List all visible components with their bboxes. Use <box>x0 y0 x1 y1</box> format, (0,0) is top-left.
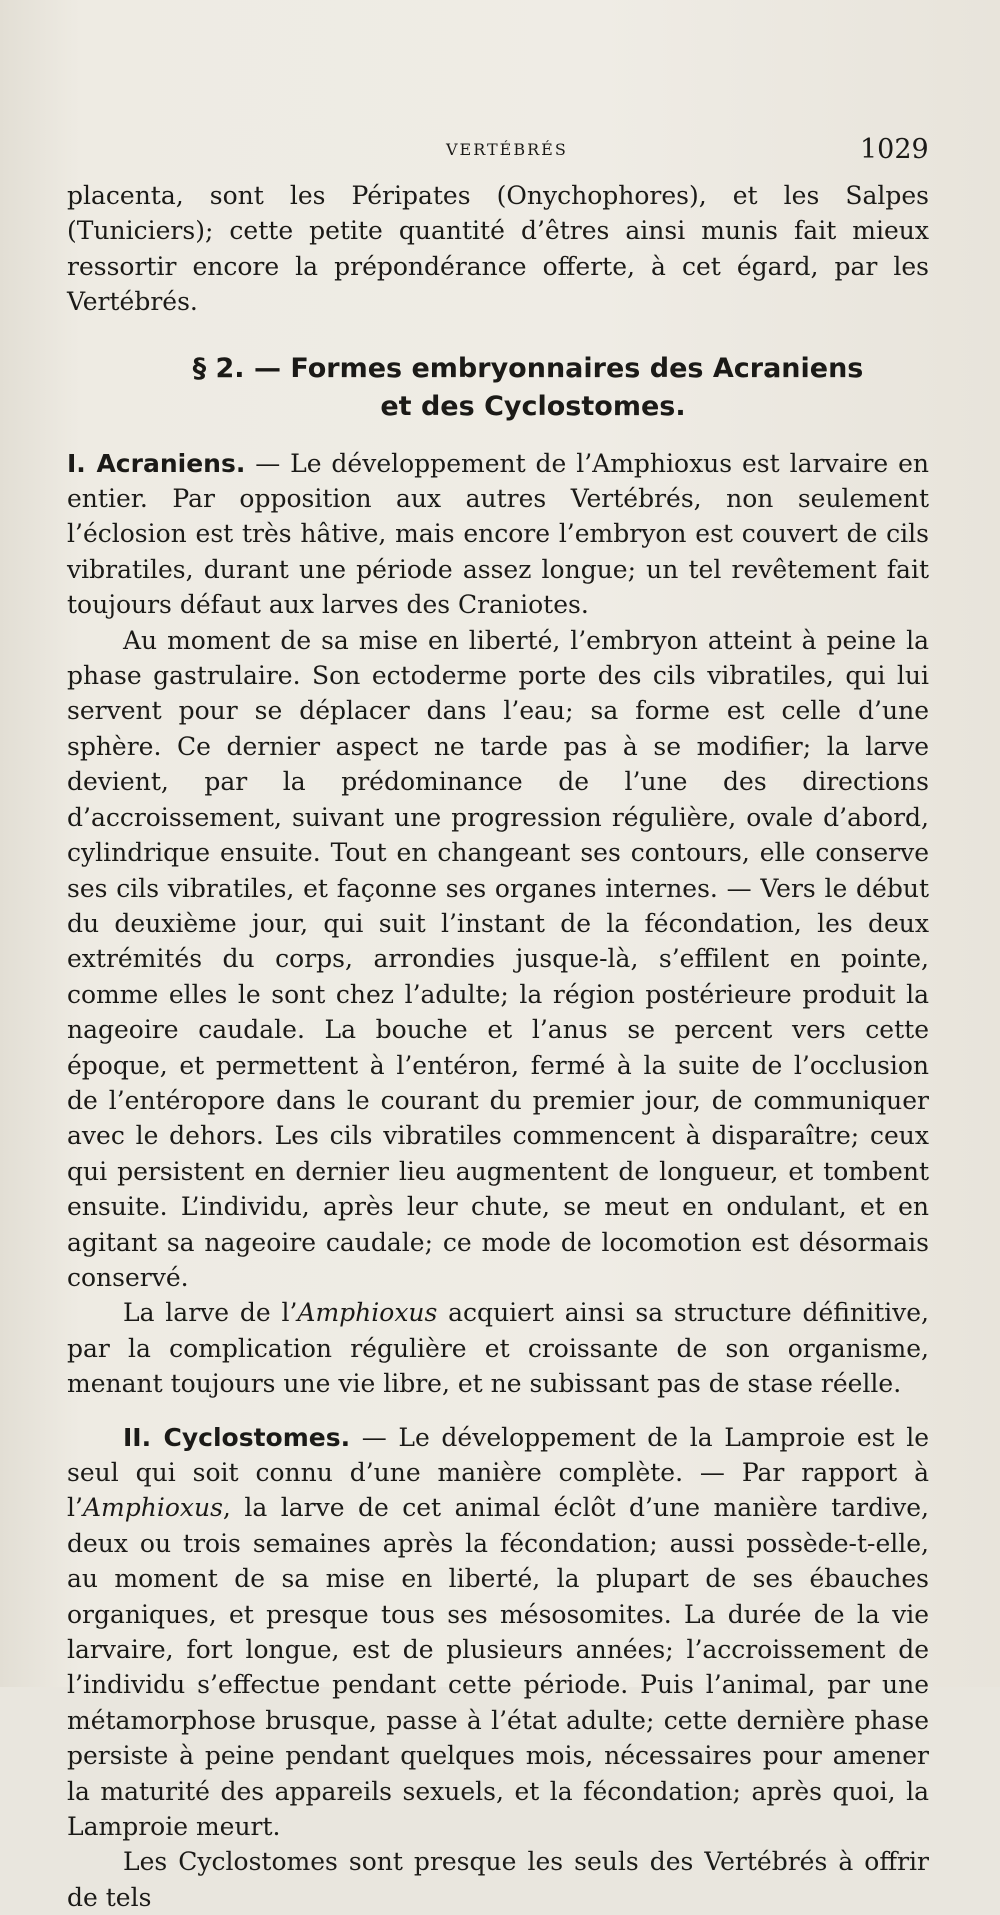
cyclostomes-paragraph-2: Les Cyclostomes sont presque les seuls des Vertébrés à offrir de tels <box>67 1847 929 1912</box>
acraniens-paragraph-2: Au moment de sa mise en liberté, l’embryon atteint à peine la phase gastrulaire. Son ectoderme porte des cils vibratiles, qui lui servent pour se déplacer dans l’eau; sa forme est celle d’une sphère. Ce dernier aspect ne tarde pas à se modifier; la larve devient, par la prédominance de l’une des directions d’accroissement, suivant une progression régulière, ovale d’abord, cylindrique ensuite. Tout en changeant ses contours, elle conserve ses cils vibratiles, et façonne ses organes internes. — Vers le début du deuxième jour, qui suit l’instant de la fécondation, les deux extrémités du corps, arrondies jusque-là, s’effilent en pointe, comme elles le sont chez l’adulte; la région postérieure produit la nageoire caudale. La bouche et l’anus se percent vers cette époque, et permettent à l’entéron, fermé à la suite de l’occlusion de l’entéropore dans le courant du premier jour, de communiquer avec le dehors. Les cils vibratiles commencent à disparaître; ceux qui persistent en dernier lieu augmentent de longueur, et tombent ensuite. L’individu, après leur chute, se meut en ondulant, et en agitant sa nageoire caudale; ce mode de locomotion est désormais conservé. <box>67 625 929 1292</box>
acraniens-paragraph-3 <box>67 1295 929 1401</box>
acraniens-paragraph-1 <box>67 446 929 623</box>
section-heading-line-2: et des Cyclostomes. <box>380 390 686 422</box>
section-heading-line-1: § 2. — Formes embryonnaires des Acraniens <box>192 352 864 384</box>
cyclostomes-paragraph-1-start: — Le développement de la Lamproie est le seul qui soit connu d’une manière complète. — Par rapport à l’ <box>67 1422 929 1523</box>
acraniens-paragraph-3-start: La larve de l’ <box>123 1298 298 1328</box>
running-title: VERTÉBRÉS <box>446 140 568 159</box>
acraniens-paragraph-3-end: acquiert ainsi sa structure définitive, par la complication régulière et croissante de son organisme, menant toujours une vie libre, et ne subissant pas de stase réelle. <box>67 1298 929 1399</box>
cyclostomes-paragraph-1-end: , la larve de cet animal éclôt d’une manière tardive, deux ou trois semaines après la fécondation; aussi possède-t-elle, au moment de sa mise en liberté, la plupart de ses ébauches organiques, et presque tous ses mésosomites. La durée de la vie larvaire, fort longue, est de plusieurs années; l’accroissement de l’individu s’effectue pendant cette période. Puis l’animal, par une métamorphose brusque, passe à l’état adulte; cette dernière phase persiste à peine pendant quelques mois, nécessaires pour amener la maturité des appareils sexuels, et la fécondation; après quoi, la Lamproie meurt. <box>67 1493 929 1842</box>
page-number: 1029 <box>860 134 929 165</box>
section-heading <box>67 350 929 426</box>
cyclostomes-heading: II. Cyclostomes. <box>123 1422 351 1452</box>
acraniens-paragraph-1-text: — Le développement de l’Amphioxus est larvaire en entier. Par opposition aux autres Vertébrés, non seulement l’éclosion est très hâtive, mais encore l’embryon est couvert de cils vibratiles, durant une période assez longue; un tel revêtement fait toujours défaut aux larves des Craniotes. <box>67 448 929 620</box>
running-head <box>0 134 1000 164</box>
acraniens-heading: I. Acraniens. <box>67 448 246 478</box>
body-text <box>67 178 929 1915</box>
cyclostomes-paragraph-1 <box>67 1420 929 1845</box>
amphioxus-italic-2: Amphioxus <box>82 1493 223 1523</box>
amphioxus-italic: Amphioxus <box>297 1298 438 1328</box>
intro-paragraph: placenta, sont les Péripates (Onychophores), et les Salpes (Tuniciers); cette petite quantité d’êtres ainsi munis fait mieux ressortir encore la prépondérance offerte, à cet égard, par les Vertébrés. <box>67 181 929 317</box>
